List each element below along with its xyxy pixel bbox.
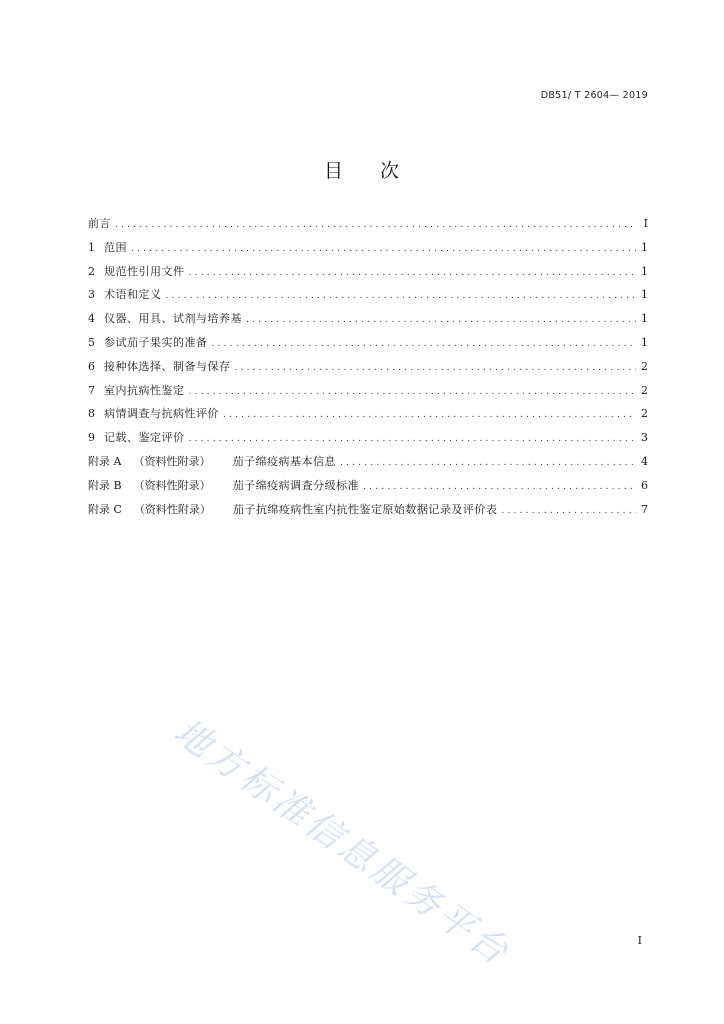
toc-section-number: 7: [88, 383, 95, 397]
toc-label: 接种体选择、制备与保存: [104, 359, 231, 373]
toc-section-number: 5: [88, 335, 95, 349]
toc-leader-dots: [363, 482, 636, 492]
toc-page-number: 2: [641, 407, 648, 421]
toc-page-number: 2: [641, 383, 648, 397]
toc-section-number: 9: [88, 431, 95, 445]
toc-leader-dots: [501, 506, 636, 516]
toc-section-number: 8: [88, 407, 95, 421]
document-code: DB51/ T 2604— 2019: [540, 90, 648, 101]
toc-label: 前言: [88, 217, 111, 230]
toc-label: 术语和定义: [104, 288, 162, 302]
toc-leader-dots: [189, 434, 637, 444]
toc-leader-dots: [212, 339, 637, 349]
toc-section-number: 1: [88, 240, 95, 254]
toc-leader-dots: [115, 220, 636, 230]
toc-appendix-number: 附录 A: [88, 454, 122, 468]
toc-appendix-nature: （资料性附录）: [133, 454, 211, 468]
toc-entry-foreword[interactable]: [88, 215, 648, 239]
toc-section-number: 4: [88, 312, 95, 326]
page-footer-number: I: [637, 934, 642, 947]
toc-entry-appendix-c[interactable]: [88, 501, 648, 525]
toc-page-number: 7: [641, 502, 648, 516]
toc-page-number: I: [643, 217, 648, 230]
toc-entry-9[interactable]: [88, 429, 648, 453]
title-char-2: 次: [380, 160, 401, 182]
toc-leader-dots: [189, 268, 637, 278]
toc-label: 参试茄子果实的准备: [104, 335, 208, 349]
toc-appendix-nature: （资料性附录）: [133, 502, 211, 516]
toc-leader-dots: [235, 363, 637, 373]
toc-page-number: 1: [641, 288, 648, 302]
toc-entry-appendix-b[interactable]: [88, 477, 648, 501]
toc-label: 茄子绵疫病调查分级标准: [232, 478, 360, 492]
toc-label: 茄子绵疫病基本信息: [232, 454, 336, 468]
toc-page-number: 4: [641, 454, 648, 468]
toc-entry-1[interactable]: [88, 239, 648, 263]
toc-entry-3[interactable]: [88, 286, 648, 310]
toc-label: 规范性引用文件: [104, 264, 185, 278]
toc-page-number: 1: [641, 264, 648, 278]
toc-section-number: 3: [88, 288, 95, 302]
toc-entry-6[interactable]: [88, 358, 648, 382]
toc-appendix-number: 附录 C: [88, 502, 122, 516]
toc-appendix-number: 附录 B: [88, 478, 122, 492]
toc-label: 记载、鉴定评价: [104, 431, 185, 445]
toc-entry-8[interactable]: [88, 405, 648, 429]
table-of-contents: [88, 215, 648, 524]
toc-leader-dots: [131, 244, 636, 254]
toc-label: 病情调查与抗病性评价: [104, 407, 219, 421]
toc-page-number: 1: [641, 312, 648, 326]
toc-leader-dots: [340, 458, 636, 468]
toc-label: 茄子抗绵疫病性室内抗性鉴定原始数据记录及评价表: [232, 502, 498, 516]
toc-label: 室内抗病性鉴定: [104, 383, 185, 397]
toc-section-number: 6: [88, 359, 95, 373]
toc-entry-7[interactable]: [88, 382, 648, 406]
toc-page-number: 6: [641, 478, 648, 492]
toc-page-number: 1: [641, 240, 648, 254]
toc-page-number: 1: [641, 335, 648, 349]
toc-leader-dots: [246, 315, 636, 325]
toc-entry-5[interactable]: [88, 334, 648, 358]
toc-label: 仪器、用具、试剂与培养基: [104, 312, 242, 326]
toc-leader-dots: [223, 410, 636, 420]
toc-leader-dots: [166, 291, 637, 301]
watermark-text: 地方标准信息服务平台: [166, 711, 518, 975]
toc-label: 范围: [104, 240, 127, 254]
toc-appendix-nature: （资料性附录）: [133, 478, 211, 492]
toc-section-number: 2: [88, 264, 95, 278]
toc-entry-2[interactable]: [88, 263, 648, 287]
toc-page-number: 3: [641, 431, 648, 445]
toc-page-number: 2: [641, 359, 648, 373]
toc-leader-dots: [189, 387, 637, 397]
toc-entry-4[interactable]: [88, 310, 648, 334]
toc-entry-appendix-a[interactable]: [88, 453, 648, 477]
title-char-1: 目: [323, 160, 344, 182]
page-title: [0, 156, 724, 183]
